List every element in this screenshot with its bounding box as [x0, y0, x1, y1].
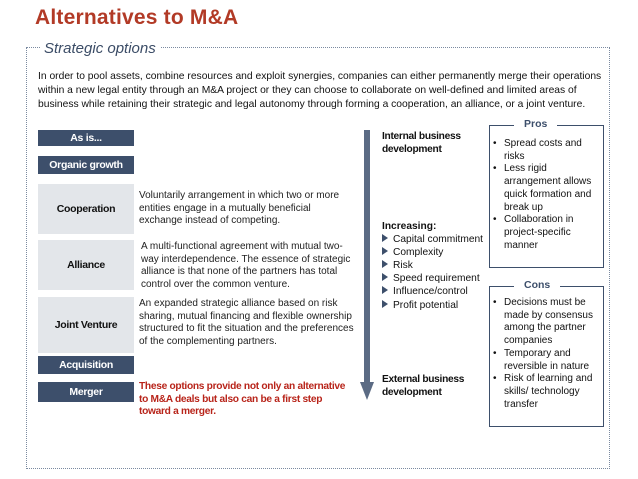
cons-box	[489, 279, 604, 427]
pros-item: • Collaboration in project-specific manner	[490, 214, 603, 252]
cons-title: Cons	[514, 279, 560, 291]
triangle-bullet-icon	[382, 300, 388, 308]
intro-paragraph: In order to pool assets, combine resources and exploit synergies, companies can either permanently merge their operations within a new legal entity through an M&A project or they can choose to collaborate on well-defined and limited areas of business while retaining their strategic and legal autonomy through forming a cooperation, an alliance, or a joint venture.	[38, 71, 602, 110]
cons-item: • Decisions must be made by consensus among the partner companies	[490, 297, 603, 348]
scale-top-label: Internal business development	[382, 131, 461, 155]
option-merger: Merger	[38, 382, 134, 402]
increasing-item: Risk	[382, 259, 483, 272]
cons-item: • Risk of learning and skills/ technology transfer	[490, 373, 603, 411]
cons-item: • Temporary and reversible in nature	[490, 348, 603, 373]
cons-list	[490, 297, 603, 411]
increasing-item: Capital commitment	[382, 233, 483, 246]
option-cooperation: Cooperation	[38, 184, 134, 234]
increasing-list	[382, 220, 483, 312]
increasing-item: Profit potential	[382, 299, 483, 312]
scale-arrow	[360, 130, 374, 400]
option-as-is: As is...	[38, 130, 134, 146]
increasing-heading: Increasing:	[382, 221, 437, 232]
pros-title: Pros	[514, 118, 557, 130]
increasing-item: Speed requirement	[382, 272, 483, 285]
option-joint-venture: Joint Venture	[38, 297, 134, 353]
increasing-item: Influence/control	[382, 285, 483, 298]
cooperation-description: Voluntarily arrangement in which two or more entities engage in a mutually beneficial exchange instead of competing.	[139, 190, 340, 227]
pros-box	[489, 118, 604, 268]
pros-list	[490, 138, 603, 252]
option-organic-growth: Organic growth	[38, 156, 134, 174]
section-subtitle: Strategic options	[40, 40, 160, 57]
triangle-bullet-icon	[382, 286, 388, 294]
page-title: Alternatives to M&A	[35, 6, 239, 29]
increasing-item: Complexity	[382, 246, 483, 259]
triangle-bullet-icon	[382, 247, 388, 255]
merger-note: These options provide not only an alternative to M&A deals but also can be a first step toward a merger.	[139, 381, 346, 418]
alliance-description: A multi-functional agreement with mutual two-way interdependence. The essence of strategic alliance is that none of the partners has total control over the common venture.	[141, 241, 351, 290]
triangle-bullet-icon	[382, 234, 388, 242]
option-acquisition: Acquisition	[38, 356, 134, 374]
pros-item: • Less rigid arrangement allows quick formation and break up	[490, 163, 603, 214]
triangle-bullet-icon	[382, 260, 388, 268]
pros-item: • Spread costs and risks	[490, 138, 603, 163]
option-alliance: Alliance	[38, 240, 134, 290]
scale-bottom-label: External business development	[382, 374, 465, 398]
joint-venture-description: An expanded strategic alliance based on risk sharing, mutual financing and flexible ownership structured to fit the situation and the preferences of the complementing partners.	[139, 298, 354, 347]
triangle-bullet-icon	[382, 273, 388, 281]
